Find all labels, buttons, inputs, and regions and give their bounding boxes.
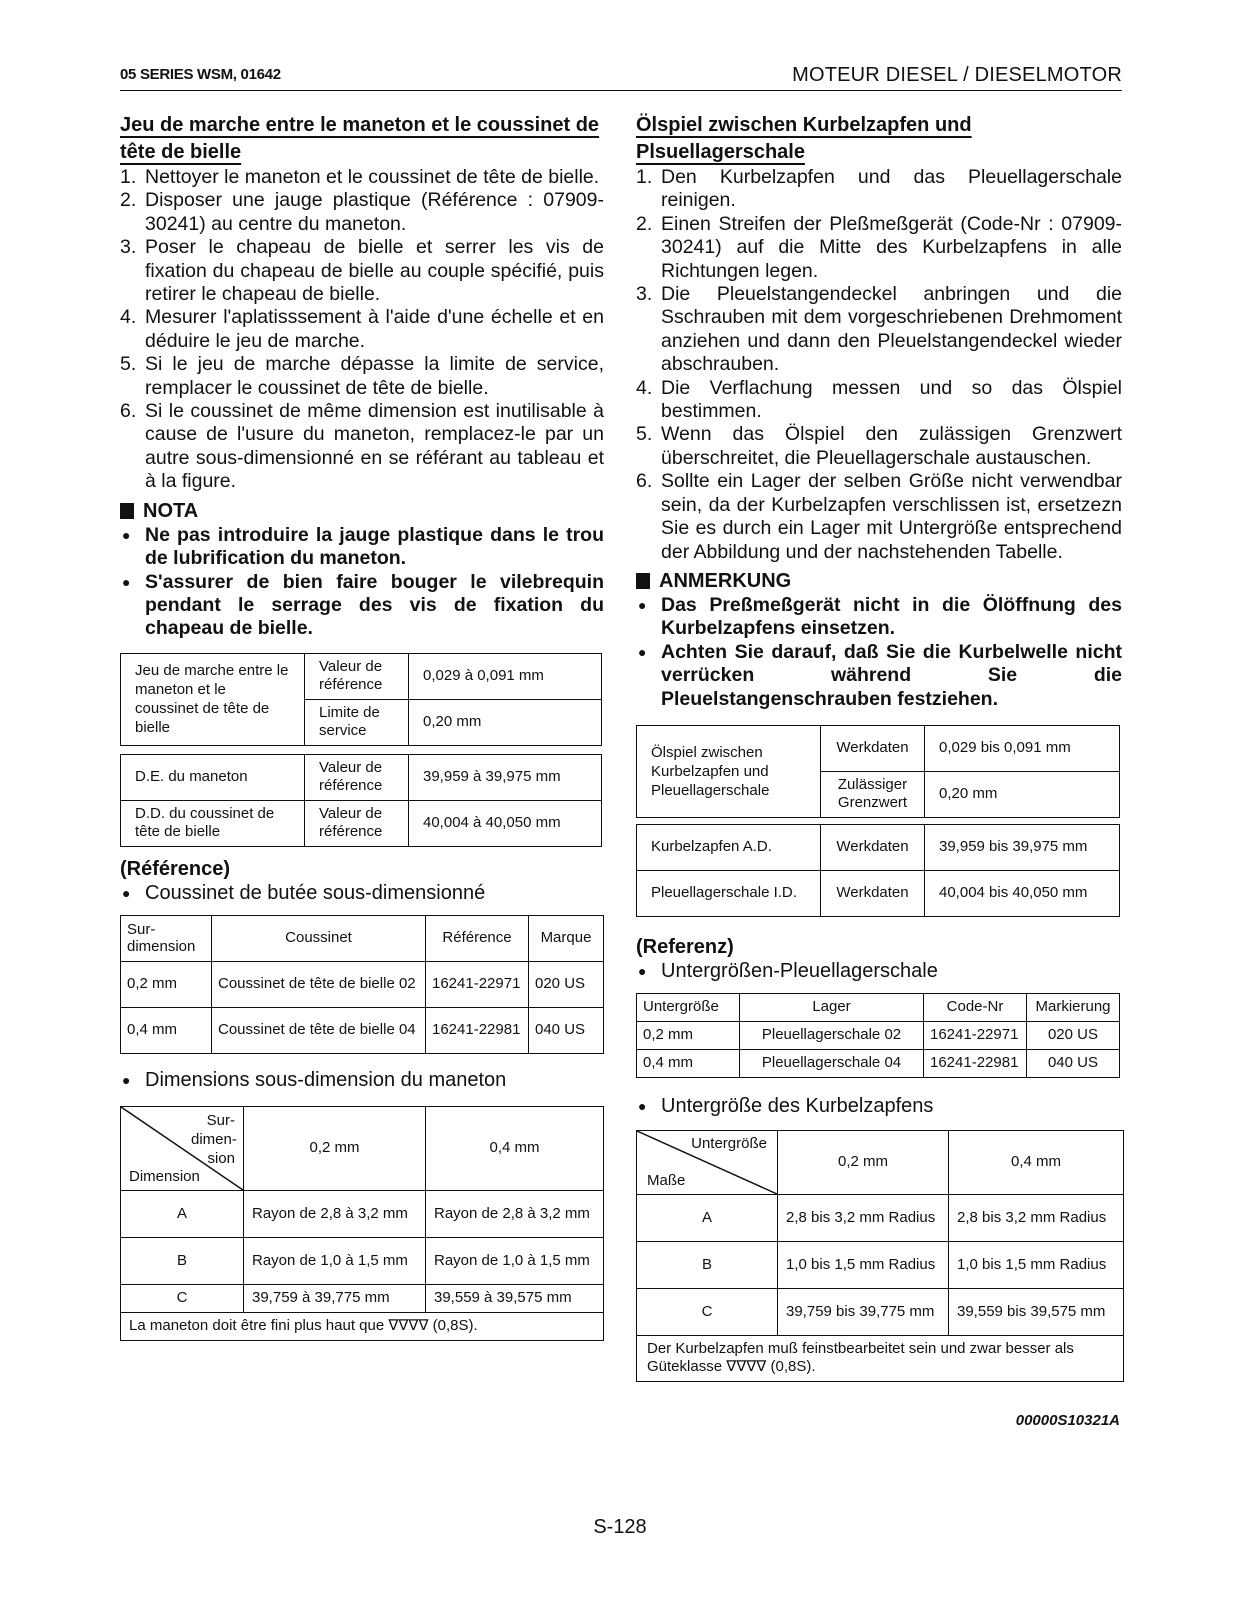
de-notes xyxy=(636,594,1122,711)
table-cell: 39,559 bis 39,575 mm xyxy=(949,1288,1124,1335)
fr-note-item: ● S'assurer de bien faire bouger le vilebrequin pendant le serrage des vis de fixation du chapeau de bielle. xyxy=(120,571,604,641)
table-header: Référence xyxy=(426,915,529,961)
table-header: Marque xyxy=(529,915,604,961)
de-spec-type: Werkdaten xyxy=(821,870,925,916)
table-cell: Rayon de 1,0 à 1,5 mm xyxy=(244,1237,426,1284)
table-header: 0,4 mm xyxy=(426,1106,604,1190)
table-cell: Rayon de 2,8 à 3,2 mm xyxy=(426,1190,604,1237)
de-title: Ölspiel zwischen Kurbelzapfen und Plsuellagerschale xyxy=(636,114,972,163)
fr-reference-bullet: ● Dimensions sous-dimension du maneton xyxy=(120,1068,604,1092)
table-row-label: A xyxy=(637,1194,778,1241)
table-cell: 16241-22971 xyxy=(924,1021,1027,1049)
de-note-item: ● Achten Sie darauf, daß Sie die Kurbelwelle nicht verrücken während Sie die Pleuelstangenschrauben festziehen. xyxy=(636,641,1122,711)
de-step: 6. Sollte ein Lager der selben Größe nicht verwendbar sein, da der Kurbelzapfen verschlissen ist, ersetzezn Sie es durch ein Lager mit Untergröße entsprechend der Abbildung und der nachstehenden Tabelle. xyxy=(636,470,1122,563)
de-spec-table-1 xyxy=(636,725,1120,818)
fr-spec-type: Valeur de référence xyxy=(305,754,409,800)
fr-notes xyxy=(120,524,604,641)
de-step: 4. Die Verflachung messen und so das Ölspiel bestimmen. xyxy=(636,376,1122,423)
corner-top-label: Sur-dimen-sion xyxy=(191,1111,237,1167)
fr-spec-label: D.D. du coussinet de tête de bielle xyxy=(121,800,305,846)
table-footer-note: Der Kurbelzapfen muß feinstbearbeitet sein und zwar besser als Güteklasse ∇∇∇∇ (0,8S). xyxy=(637,1335,1124,1381)
header-rule xyxy=(120,90,1122,91)
table-corner-cell xyxy=(121,1106,244,1190)
fr-note-heading: NOTA xyxy=(120,498,604,524)
table-header: 0,2 mm xyxy=(778,1130,949,1194)
table-cell: 1,0 bis 1,5 mm Radius xyxy=(778,1241,949,1288)
fr-spec-value: 39,959 à 39,975 mm xyxy=(409,754,602,800)
de-step: 2. Einen Streifen der Pleßmeßgerät (Code-Nr : 07909-30241) auf die Mitte des Kurbelzapfens in alle Richtungen legen. xyxy=(636,212,1122,282)
fr-step: 1. Nettoyer le maneton et le coussinet de tête de bielle. xyxy=(120,166,600,188)
table-header: 0,2 mm xyxy=(244,1106,426,1190)
header-series: 05 SERIES WSM, 01642 xyxy=(120,66,281,83)
corner-bottom-label: Maße xyxy=(647,1171,686,1189)
table-cell: 0,2 mm xyxy=(121,961,212,1007)
de-spec-value: 0,029 bis 0,091 mm xyxy=(925,725,1120,771)
de-steps xyxy=(636,166,1122,564)
de-step: 5. Wenn das Ölspiel den zulässigen Grenzwert überschreitet, die Pleuellagerschale austauschen. xyxy=(636,423,1122,469)
table-cell: 040 US xyxy=(1027,1049,1120,1077)
de-spec-type: Werkdaten xyxy=(821,725,925,771)
de-spec-table-2 xyxy=(636,824,1120,917)
table-row-label: A xyxy=(121,1190,244,1237)
fr-spec-type: Valeur de référence xyxy=(305,653,409,699)
table-cell: Pleuellagerschale 04 xyxy=(740,1049,924,1077)
table-cell: 16241-22971 xyxy=(426,961,529,1007)
header-section-title: MOTEUR DIESEL / DIESELMOTOR xyxy=(792,64,1122,86)
de-spec-type: Werkdaten xyxy=(821,824,925,870)
fr-parts-table xyxy=(120,915,604,1054)
de-reference-bullet: ● Untergrößen-Pleuellagerschale xyxy=(636,959,1122,983)
fr-step: 3. Poser le chapeau de bielle et serrer les vis de fixation du chapeau de bielle au couple spécifié, puis retirer le chapeau de bielle. xyxy=(120,236,604,306)
de-spec-value: 40,004 bis 40,050 mm xyxy=(925,870,1120,916)
table-cell: 0,2 mm xyxy=(637,1021,740,1049)
table-cell: 16241-22981 xyxy=(924,1049,1027,1077)
corner-top-label: Untergröße xyxy=(691,1134,767,1152)
table-cell: 040 US xyxy=(529,1007,604,1053)
table-cell: 2,8 bis 3,2 mm Radius xyxy=(949,1194,1124,1241)
table-cell: 39,759 bis 39,775 mm xyxy=(778,1288,949,1335)
fr-spec-label: Jeu de marche entre le maneton et le coussinet de tête de bielle xyxy=(121,653,305,745)
german-column xyxy=(636,112,1122,1382)
table-cell: 16241-22981 xyxy=(426,1007,529,1053)
table-cell: 020 US xyxy=(529,961,604,1007)
table-cell: 020 US xyxy=(1027,1021,1120,1049)
de-spec-label: Kurbelzapfen A.D. xyxy=(637,824,821,870)
table-header: Markierung xyxy=(1027,993,1120,1021)
fr-spec-value: 40,004 à 40,050 mm xyxy=(409,800,602,846)
table-row-label: B xyxy=(121,1237,244,1284)
de-spec-label: Ölspiel zwischen Kurbelzapfen und Pleuellagerschale xyxy=(637,725,821,817)
fr-spec-value: 0,029 à 0,091 mm xyxy=(409,653,602,699)
table-cell: Coussinet de tête de bielle 02 xyxy=(212,961,426,1007)
french-column xyxy=(120,112,604,1341)
table-cell: Coussinet de tête de bielle 04 xyxy=(212,1007,426,1053)
table-cell: 2,8 bis 3,2 mm Radius xyxy=(778,1194,949,1241)
corner-bottom-label: Dimension xyxy=(129,1167,200,1185)
fr-title: Jeu de marche entre le maneton et le coussinet de tête de bielle xyxy=(120,114,600,163)
table-cell: 1,0 bis 1,5 mm Radius xyxy=(949,1241,1124,1288)
table-cell: 39,759 à 39,775 mm xyxy=(244,1284,426,1312)
fr-reference-bullet: ● Coussinet de butée sous-dimensionné xyxy=(120,881,604,905)
table-cell: 39,559 à 39,575 mm xyxy=(426,1284,604,1312)
fr-step: 4. Mesurer l'aplatisssement à l'aide d'une échelle et en déduire le jeu de marche. xyxy=(120,306,604,352)
fr-steps xyxy=(120,166,604,494)
fr-spec-value: 0,20 mm xyxy=(409,699,602,745)
table-header: 0,4 mm xyxy=(949,1130,1124,1194)
de-step: 1. Den Kurbelzapfen und das Pleuellagerschale reinigen. xyxy=(636,166,1122,212)
de-dims-table xyxy=(636,1130,1124,1382)
table-header: Lager xyxy=(740,993,924,1021)
table-header: Coussinet xyxy=(212,915,426,961)
de-spec-type: Zulässiger Grenzwert xyxy=(821,771,925,817)
fr-spec-table-2 xyxy=(120,754,602,847)
note-square-icon xyxy=(636,573,650,589)
note-square-icon xyxy=(120,503,134,519)
de-reference-bullet: ● Untergröße des Kurbelzapfens xyxy=(636,1094,1122,1118)
page-number: S-128 xyxy=(593,1516,647,1538)
de-spec-value: 39,959 bis 39,975 mm xyxy=(925,824,1120,870)
fr-step: 6. Si le coussinet de même dimension est inutilisable à cause de l'usure du maneton, remplacez-le par un autre sous-dimensionné en se référant au tableau et à la figure. xyxy=(120,400,604,493)
fr-spec-label: D.E. du maneton xyxy=(121,754,305,800)
table-row-label: C xyxy=(637,1288,778,1335)
fr-spec-type: Valeur de référence xyxy=(305,800,409,846)
de-parts-table xyxy=(636,993,1120,1078)
de-note-item: ● Das Preßmeßgerät nicht in die Ölöffnung des Kurbelzapfens einsetzen. xyxy=(636,594,1122,641)
table-footer-note: La maneton doit être fini plus haut que ∇∇∇∇ (0,8S). xyxy=(121,1312,604,1340)
fr-spec-table-1 xyxy=(120,653,602,746)
table-corner-cell xyxy=(637,1130,778,1194)
table-header: Code-Nr xyxy=(924,993,1027,1021)
de-step: 3. Die Pleuelstangendeckel anbringen und die Sschrauben mit dem vorgeschriebenen Drehmoment anziehen und dann den Pleuelstangendeckel wieder abschrauben. xyxy=(636,283,1122,376)
table-cell: Pleuellagerschale 02 xyxy=(740,1021,924,1049)
table-row-label: B xyxy=(637,1241,778,1288)
fr-dims-table xyxy=(120,1106,604,1341)
de-spec-value: 0,20 mm xyxy=(925,771,1120,817)
de-spec-label: Pleuellagerschale I.D. xyxy=(637,870,821,916)
table-cell: Rayon de 2,8 à 3,2 mm xyxy=(244,1190,426,1237)
de-note-heading: ANMERKUNG xyxy=(636,568,1122,594)
fr-step: 2. Disposer une jauge plastique (Référence : 07909-30241) au centre du maneton. xyxy=(120,189,604,235)
table-cell: 0,4 mm xyxy=(637,1049,740,1077)
table-row-label: C xyxy=(121,1284,244,1312)
table-cell: Rayon de 1,0 à 1,5 mm xyxy=(426,1237,604,1284)
table-cell: 0,4 mm xyxy=(121,1007,212,1053)
document-code: 00000S10321A xyxy=(1015,1412,1120,1429)
fr-reference-title: (Référence) xyxy=(120,857,231,880)
fr-note-item: ● Ne pas introduire la jauge plastique dans le trou de lubrification du maneton. xyxy=(120,524,604,571)
table-header: Untergröße xyxy=(637,993,740,1021)
fr-step: 5. Si le jeu de marche dépasse la limite de service, remplacer le coussinet de tête de bielle. xyxy=(120,353,604,399)
fr-spec-type: Limite de service xyxy=(305,699,409,745)
de-reference-title: (Referenz) xyxy=(636,935,734,958)
table-header: Sur-dimension xyxy=(121,915,212,961)
